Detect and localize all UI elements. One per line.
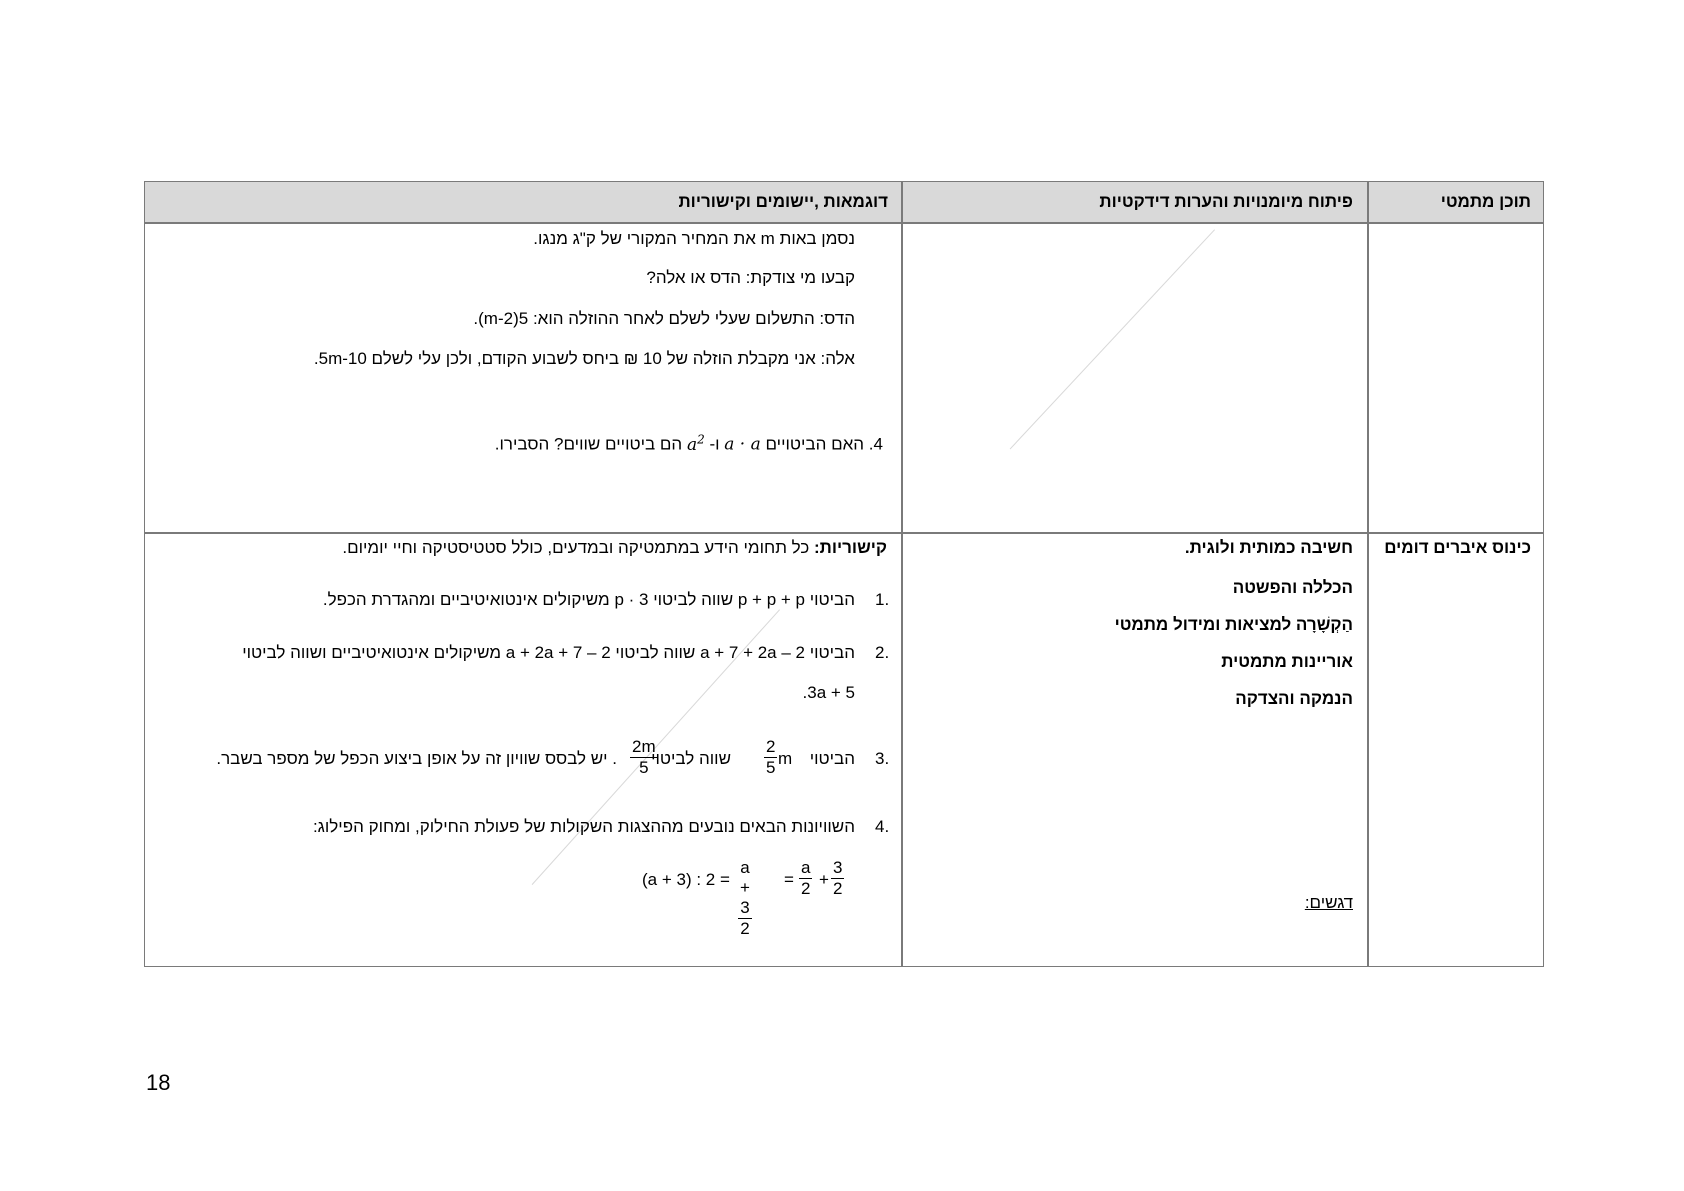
column-divider: [901, 182, 903, 966]
item-number: 1.: [875, 590, 890, 609]
item-number: 4.: [875, 817, 890, 836]
row1-line-1: נסמן באות m את המחיר המקורי של ק"ג מנגו.: [533, 229, 855, 248]
formula-plus: +: [819, 870, 829, 889]
skill-item: הנמקה והצדקה: [1235, 689, 1353, 708]
formula-fraction: $\frac{3}{2}$: [833, 858, 843, 898]
formula-fraction: $\frac{a + 3}{2}$: [740, 858, 750, 938]
row1-line-2: קבעו מי צודקת: הדס או אלה?: [646, 268, 855, 287]
skill-item: חשיבה כמותית ולוגית.: [1184, 538, 1353, 557]
header-content: תוכן מתמטי: [1440, 192, 1531, 211]
row1-line-4: אלה: אני מקבלת הוזלה של 10 ₪ ביחס לשבוע הקודם, ולכן עלי לשלם 5m-10.: [313, 349, 855, 368]
row1-line-3: הדס: התשלום שעלי לשלם לאחר ההוזלה הוא: 5(m-2).: [473, 309, 855, 328]
row-divider: [145, 532, 1543, 534]
connectivity-line: קישוריות: כל תחומי הידע במתמטיקה ובמדעים, כולל סטטיסטיקה וחיי יומיום.: [342, 538, 887, 557]
header-skills: פיתוח מיומנויות והערות דידקטיות: [1099, 192, 1353, 211]
example-item-2-cont: 3a + 5.: [802, 683, 855, 702]
formula-lhs: (a + 3) : 2 =: [642, 870, 730, 889]
formula-equals: =: [784, 870, 794, 889]
content-title: כינוס איברים דומים: [1384, 538, 1531, 557]
example-item-3-pre: הביטוי: [809, 749, 855, 768]
curriculum-table: [144, 181, 1544, 967]
emphases-label: דגשים:: [1304, 893, 1353, 912]
column-divider: [1367, 182, 1369, 966]
formula-fraction: $\frac{a}{2}$: [801, 858, 811, 898]
example-item-1: הביטוי p + p + p שווה לביטוי 3 · p משיקולים אינטואיטיביים ומהגדרת הכפל.: [322, 590, 855, 609]
example-item-3-post: . יש לבסס שוויון זה על אופן ביצוע הכפל של מספר בשבר.: [216, 749, 617, 768]
row1-question-4: 4. האם הביטויים a · a ו- $a^2$ הם ביטויים שווים? הסבירו.: [494, 432, 883, 455]
item-number: 3.: [875, 749, 890, 768]
skill-item: הַקְשָׁרָה למציאות ומידול מתמטי: [1114, 615, 1353, 634]
page-number: 18: [146, 1070, 171, 1095]
example-item-3-mid: שווה לביטוי: [651, 749, 731, 768]
header-divider: [145, 222, 1543, 224]
skill-item: אוריינות מתמטית: [1221, 652, 1353, 671]
item-number: 2.: [875, 643, 890, 662]
header-examples: דוגמאות ,יישומים וקישוריות: [678, 192, 888, 211]
skill-item: הכללה והפשטה: [1232, 578, 1353, 597]
fraction-2-5: $\frac{2}{5}$: [766, 737, 776, 777]
example-item-2: הביטוי a + 7 + 2a – 2 שווה לביטוי a + 2a + 7 – 2 משיקולים אינטואיטיביים ושווה לביטוי: [242, 643, 855, 662]
example-item-4: השוויונות הבאים נובעים מההצגות השקולות של פעולת החילוק, ומחוק הפילוג:: [312, 817, 855, 836]
fraction-2m-5: $\frac{2m}{5}$: [632, 737, 656, 777]
fraction-var: m: [778, 749, 793, 768]
